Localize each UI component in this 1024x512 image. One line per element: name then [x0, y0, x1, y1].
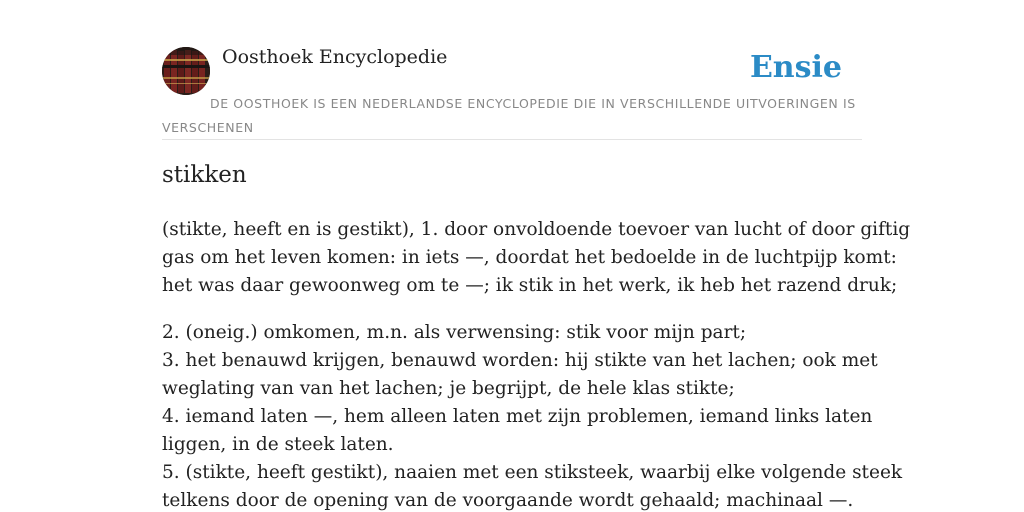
- entry-definition: [162, 216, 911, 512]
- encyclopedia-books-icon: [162, 47, 210, 95]
- definition-line: weglating van van het lachen; je begrijpt, de hele klas stikte;: [162, 378, 735, 399]
- definition-line: gas om het leven komen: in iets —, doordat het bedoelde in de luchtpijp komt:: [162, 247, 897, 268]
- header-divider: [162, 139, 862, 140]
- definition-line: telkens door de opening van de voorgaande wordt gehaald; machinaal —.: [162, 490, 854, 511]
- site-tagline: DE OOSTHOEK IS EEN NEDERLANDSE ENCYCLOPEDIE DIE IN VERSCHILLENDE UITVOERINGEN IS VERSCHENEN: [162, 96, 856, 135]
- definition-line: 2. (oneig.) omkomen, m.n. als verwensing: stik voor mijn part;: [162, 322, 747, 343]
- site-name[interactable]: Oosthoek Encyclopedie: [222, 46, 448, 68]
- definition-paragraph-1: [162, 216, 911, 300]
- definition-line: (stikte, heeft en is gestikt), 1. door onvoldoende toevoer van lucht of door giftig: [162, 219, 911, 240]
- definition-line: het was daar gewoonweg om te —; ik stik in het werk, ik heb het razend druk;: [162, 275, 898, 296]
- ensie-logo-link[interactable]: Ensie: [749, 50, 842, 85]
- definition-line: 5. (stikte, heeft gestikt), naaien met een stiksteek, waarbij elke volgende steek: [162, 462, 903, 483]
- definition-paragraph-2: [162, 319, 903, 512]
- entry-headword: stikken: [162, 162, 247, 188]
- site-avatar[interactable]: [162, 47, 210, 95]
- definition-line: 3. het benauwd krijgen, benauwd worden: hij stikte van het lachen; ook met: [162, 350, 878, 371]
- definition-line: liggen, in de steek laten.: [162, 434, 394, 455]
- definition-line: 4. iemand laten —, hem alleen laten met zijn problemen, iemand links laten: [162, 406, 873, 427]
